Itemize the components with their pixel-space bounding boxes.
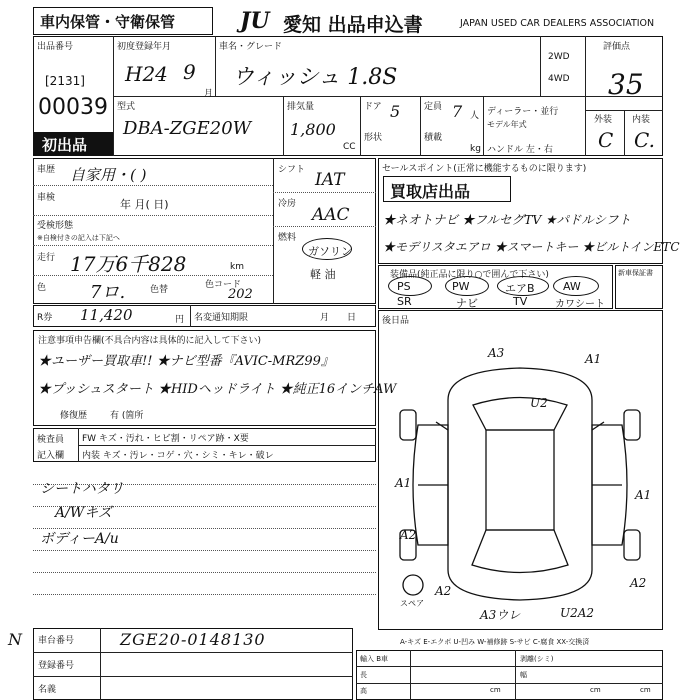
capacity-value: 7 [452, 102, 463, 121]
equip-sr: SR [397, 295, 412, 308]
ac-label: 冷房 [278, 199, 297, 209]
load-unit: kg [470, 144, 481, 154]
size-height-unit: cm [640, 686, 651, 694]
equip-tv: TV [513, 295, 528, 308]
handwritten-line-2: A/Wキズ [55, 505, 112, 521]
mileage-value: 17万6千828 [70, 252, 187, 276]
inspection-label: 車検 [37, 193, 56, 203]
selling-point-line-1: ★ネオトナビ ★フルセグTV ★パドルシフト [383, 212, 631, 227]
circle-ps [388, 276, 432, 296]
warranty-label: 新車保証書 [618, 269, 653, 277]
exterior-label: 外装 [594, 115, 613, 125]
interior-grade: C. [634, 128, 655, 152]
doors-label: ドア [364, 102, 382, 112]
circle-airbag [497, 276, 549, 296]
shift-label: シフト [278, 165, 306, 175]
form-subtitle: JAPAN USED CAR DEALERS ASSOCIATION [460, 18, 655, 29]
use-value: 自家用・( ) [70, 166, 147, 184]
storage-tag-text: 車内保管・守衛保管 [40, 13, 176, 31]
circle-pw [445, 276, 489, 296]
inspection-value: 年 月( 日) [120, 198, 169, 211]
cc-label: 排気量 [287, 102, 315, 112]
color-value: 7ロ. [90, 282, 126, 303]
recycle-unit: 円 [175, 315, 185, 325]
repair-label: 修復歴 [60, 411, 88, 421]
repair-value: 有 (箇所 [110, 411, 144, 421]
notes-line-2: ★プッシュスタート ★HIDヘッドライト ★純正16インチAW [38, 382, 397, 397]
form-note: ※自検付きの記入は下記へ [37, 234, 120, 242]
mark-a1-left: A1 [395, 476, 412, 490]
cc-unit: CC [343, 142, 356, 152]
doors-value: 5 [390, 102, 401, 121]
plate-mark: N [8, 630, 22, 649]
first-listing-text: 初出品 [42, 136, 88, 154]
mileage-unit: km [230, 262, 244, 272]
lot-code: [2131] [45, 74, 85, 88]
mark-a1-top: A1 [585, 352, 602, 366]
recycle-value: 11,420 [80, 306, 133, 324]
inspector-label: 検査員 [37, 435, 65, 445]
equip-aw: AW [563, 280, 581, 293]
capacity-unit: 人 [470, 111, 480, 121]
mileage-label: 走行 [37, 253, 56, 263]
size-width: 幅 [520, 671, 527, 679]
interior-row: 内装 キズ・汚レ・コゲ・穴・シミ・キレ・破レ [82, 451, 274, 461]
mark-a2-left: A2 [400, 528, 417, 542]
shape-label: 形状 [364, 133, 383, 143]
size-length-unit: cm [490, 686, 501, 694]
color-change-label: 色替 [150, 285, 169, 295]
notes-line-1: ★ユーザー買取車!! ★ナビ型番『AVIC-MRZ99』 [38, 354, 334, 369]
size-length: 長 [360, 671, 367, 679]
car-diagram [378, 330, 663, 630]
score-value: 35 [608, 68, 644, 101]
score-label: 評価点 [603, 42, 631, 52]
equip-airbag: エアB [505, 282, 535, 295]
handwritten-line-1: シートハタリ [40, 481, 124, 497]
mark-a2-br: A2 [630, 576, 647, 590]
cc-value: 1,800 [290, 120, 336, 139]
mark-a1-right: A1 [635, 488, 652, 502]
equip-navi: ナビ [456, 297, 478, 310]
ac-value: AAC [312, 205, 350, 225]
capacity-label: 定員 [424, 102, 443, 112]
drive-2wd: 2WD [548, 52, 570, 62]
registration-number-label: 登録番号 [38, 661, 75, 671]
selling-point-line-2: ★モデリスタエアロ ★スマートキー ★ビルトインETC [383, 240, 680, 254]
form-title: 愛知 出品申込書 [283, 14, 423, 36]
notes-label: 注意事項申告欄(不具合内容は具体的に記入して下さい) [38, 336, 262, 346]
registration-month: 9 [183, 60, 196, 84]
load-label: 積載 [424, 133, 443, 143]
handle-label: ハンドル 左・右 [487, 145, 553, 155]
mark-a2-bl: A2 [435, 584, 452, 598]
size-height: 高 [360, 687, 367, 695]
car-name-label: 車名・グレード [219, 42, 283, 52]
fuel-diesel: 軽 油 [310, 268, 336, 281]
mark-u2a2-bottom: U2A2 [560, 606, 595, 620]
frame-label: 輸入 B車 [360, 655, 389, 663]
equip-seat: カワシート [555, 299, 605, 310]
use-label: 車歴 [37, 165, 56, 175]
notice-unit: 月日 [320, 313, 375, 323]
size-section [356, 650, 663, 700]
damage-legend: A-キズ E-エクボ U-凹み W-補修跡 S-サビ C-腐食 XX-交換済 [400, 638, 590, 646]
equip-ps: PS [397, 280, 411, 293]
entry-label: 記入欄 [37, 451, 65, 461]
stamp-text: 買取店出品 [390, 182, 471, 201]
drive-4wd: 4WD [548, 74, 570, 84]
dealer-label: ディーラー・並行 [487, 107, 559, 117]
registration-label: 初度登録年月 [117, 42, 172, 52]
notice-label: 名変通知期限 [194, 313, 249, 323]
fuel-circle [302, 238, 352, 260]
lot-number: 00039 [38, 95, 108, 120]
recycle-label: R券 [37, 313, 53, 323]
mark-a3-bottom: A3ウレ [480, 608, 521, 622]
registration-era: H24 [125, 62, 168, 86]
registration-month-unit: 月 [204, 89, 214, 99]
model-year-label: モデル年式 [487, 120, 527, 129]
owner-label: 名義 [38, 685, 57, 695]
equipment-label: 装備品(純正品に限り○で囲んで下さい) [390, 270, 549, 280]
color-code-label: 色コード [205, 280, 242, 290]
fuel-label: 燃料 [278, 233, 297, 243]
exterior-grade: C [598, 128, 614, 152]
lot-label: 出品番号 [37, 42, 74, 52]
mark-u2-roof: U2 [530, 396, 548, 410]
equip-pw: PW [452, 280, 470, 293]
circle-aw [553, 276, 599, 296]
shift-value: IAT [315, 170, 345, 190]
fw-row: FW キズ・汚れ・ヒビ割・リペア跡・X要 [82, 434, 249, 444]
seller-label: 後日品 [382, 316, 410, 326]
handwritten-line-3: ボディーA/u [40, 531, 119, 547]
interior-label: 内装 [632, 115, 651, 125]
type-value: DBA-ZGE20W [123, 118, 252, 139]
chassis-value: ZGE20-0148130 [120, 630, 266, 649]
car-name: ウィッシュ 1.8S [232, 65, 398, 90]
type-label: 型式 [117, 102, 136, 112]
spare-label: スペア [400, 599, 424, 608]
color-label: 色 [37, 283, 47, 293]
form-label: 受検形態 [37, 221, 74, 231]
size-width-unit: cm [590, 686, 601, 694]
color-code-value: 202 [228, 287, 253, 302]
fuel-gasoline: ガソリン [308, 245, 352, 258]
check-label: 剥離(シミ) [520, 655, 554, 663]
ju-logo: JU [240, 8, 270, 34]
mark-a3-top: A3 [488, 346, 505, 360]
chassis-label: 車台番号 [38, 636, 75, 646]
selling-points-label: セールスポイント(正常に機能するものに限ります) [382, 164, 587, 174]
